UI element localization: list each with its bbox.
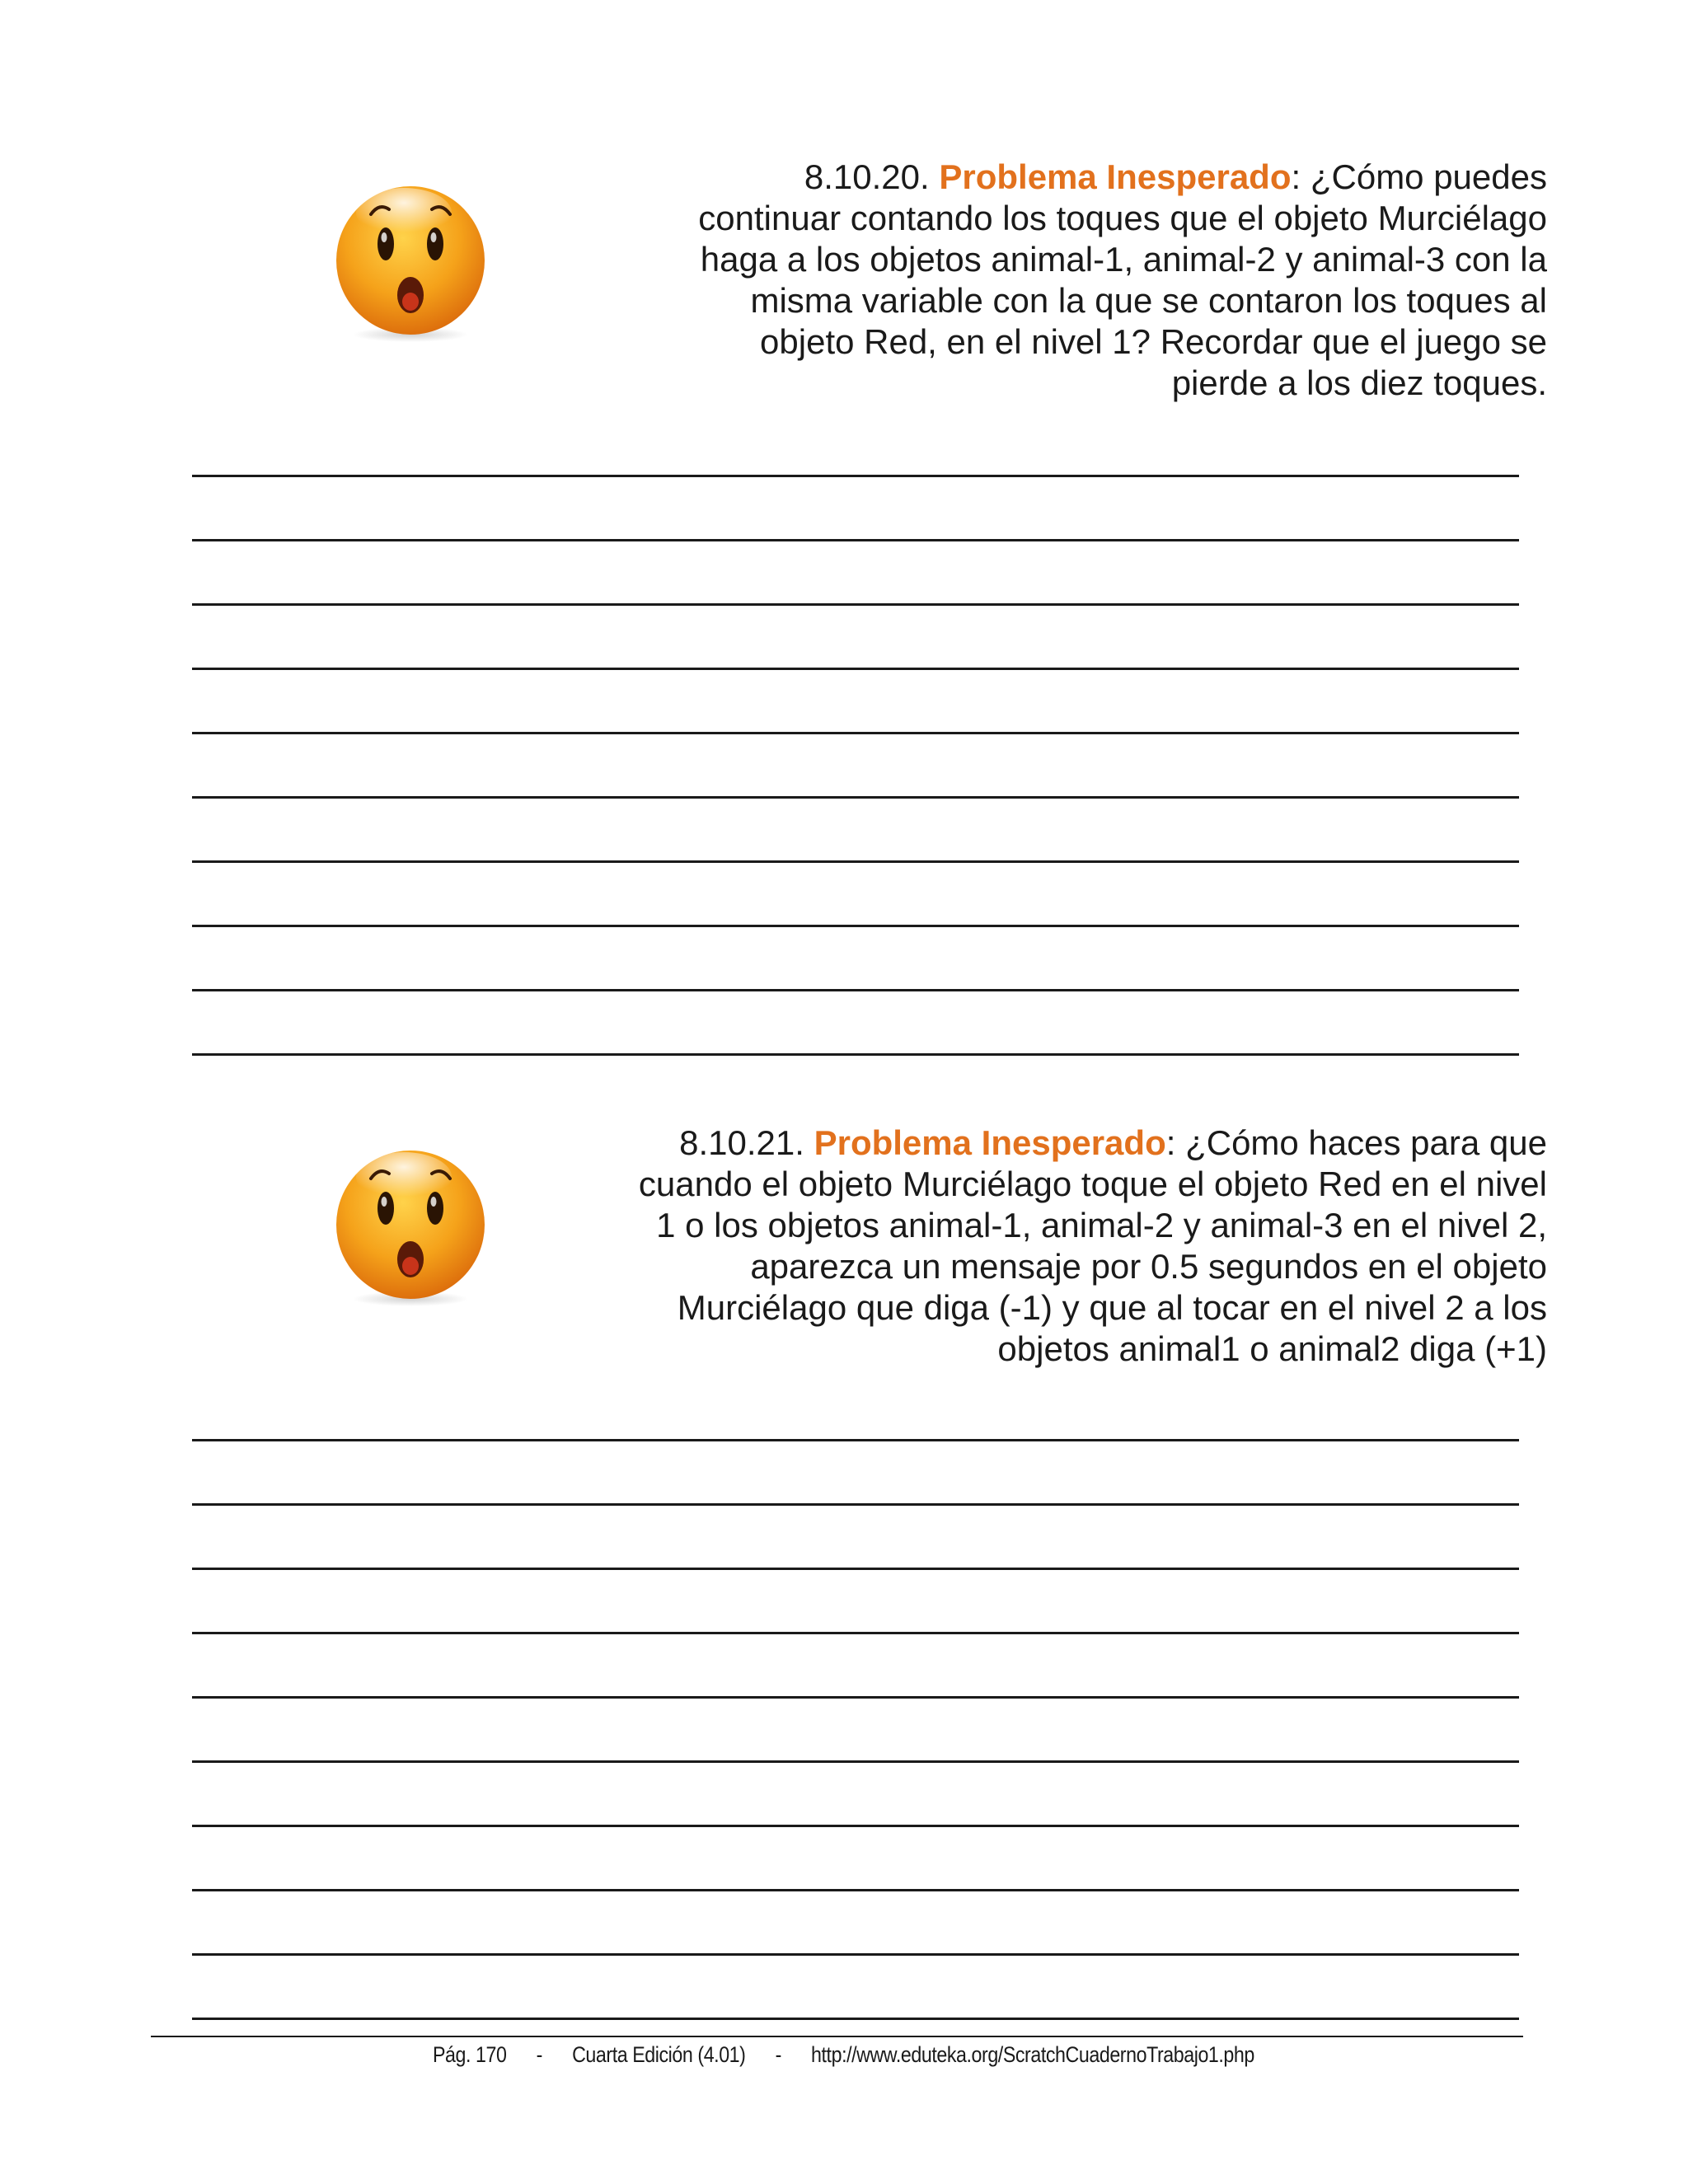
answer-line[interactable]: [192, 1953, 1519, 1956]
answer-line[interactable]: [192, 475, 1519, 477]
problem-separator: :: [1165, 1123, 1186, 1162]
answer-line[interactable]: [192, 1568, 1519, 1570]
answer-line[interactable]: [192, 603, 1519, 606]
answer-line[interactable]: [192, 1696, 1519, 1699]
footer-edition: Cuarta Edición (4.01): [572, 2042, 746, 2067]
surprised-face-icon: [328, 180, 493, 344]
answer-line[interactable]: [192, 1439, 1519, 1441]
problem-number: 8.10.20.: [804, 157, 940, 196]
answer-line[interactable]: [192, 860, 1519, 863]
answer-line[interactable]: [192, 925, 1519, 927]
footer-page-number: Pág. 170: [432, 2042, 507, 2067]
problem-prompt: [676, 157, 1547, 404]
answer-line[interactable]: [192, 1632, 1519, 1634]
answer-line[interactable]: [192, 796, 1519, 799]
answer-line[interactable]: [192, 539, 1519, 541]
footer-divider: [151, 2036, 1523, 2037]
problem-separator: :: [1291, 157, 1311, 196]
surprised-face-icon: [328, 1144, 493, 1309]
answer-line[interactable]: [192, 1889, 1519, 1891]
footer-separator: -: [775, 2042, 781, 2067]
answer-line[interactable]: [192, 732, 1519, 734]
problem-title: Problema Inesperado: [939, 157, 1292, 196]
answer-line[interactable]: [192, 1503, 1519, 1506]
footer-url-link[interactable]: http://www.eduteka.org/ScratchCuadernoTrabajo1.php: [811, 2042, 1254, 2067]
footer-separator: -: [536, 2042, 542, 2067]
answer-line[interactable]: [192, 1825, 1519, 1827]
answer-line[interactable]: [192, 1053, 1519, 1056]
problem-number: 8.10.21.: [679, 1123, 814, 1162]
answer-line[interactable]: [192, 668, 1519, 670]
answer-line[interactable]: [192, 2018, 1519, 2020]
page-footer: [118, 2042, 1569, 2068]
answer-line[interactable]: [192, 989, 1519, 991]
answer-line[interactable]: [192, 1760, 1519, 1763]
problem-text: ¿Cómo haces para que cuando el objeto Murciélago toque el objeto Red en el nivel 1 o los objetos animal-1, animal-2 y animal-3 en el nivel 2, aparezca un mensaje por 0.5 segundos en el objeto Murciélago que diga (-1) y que al tocar en el nivel 2 a los objetos animal1 o animal2 diga (+1): [638, 1123, 1547, 1368]
problem-title: Problema Inesperado: [814, 1123, 1166, 1162]
problem-prompt: [610, 1122, 1547, 1370]
problem-text: ¿Cómo puedes continuar contando los toques que el objeto Murciélago haga a los objetos animal-1, animal-2 y animal-3 con la misma variable con la que se contaron los toques al objeto Red, en el nivel 1? Recordar que el juego se pierde a los diez toques.: [698, 157, 1547, 402]
